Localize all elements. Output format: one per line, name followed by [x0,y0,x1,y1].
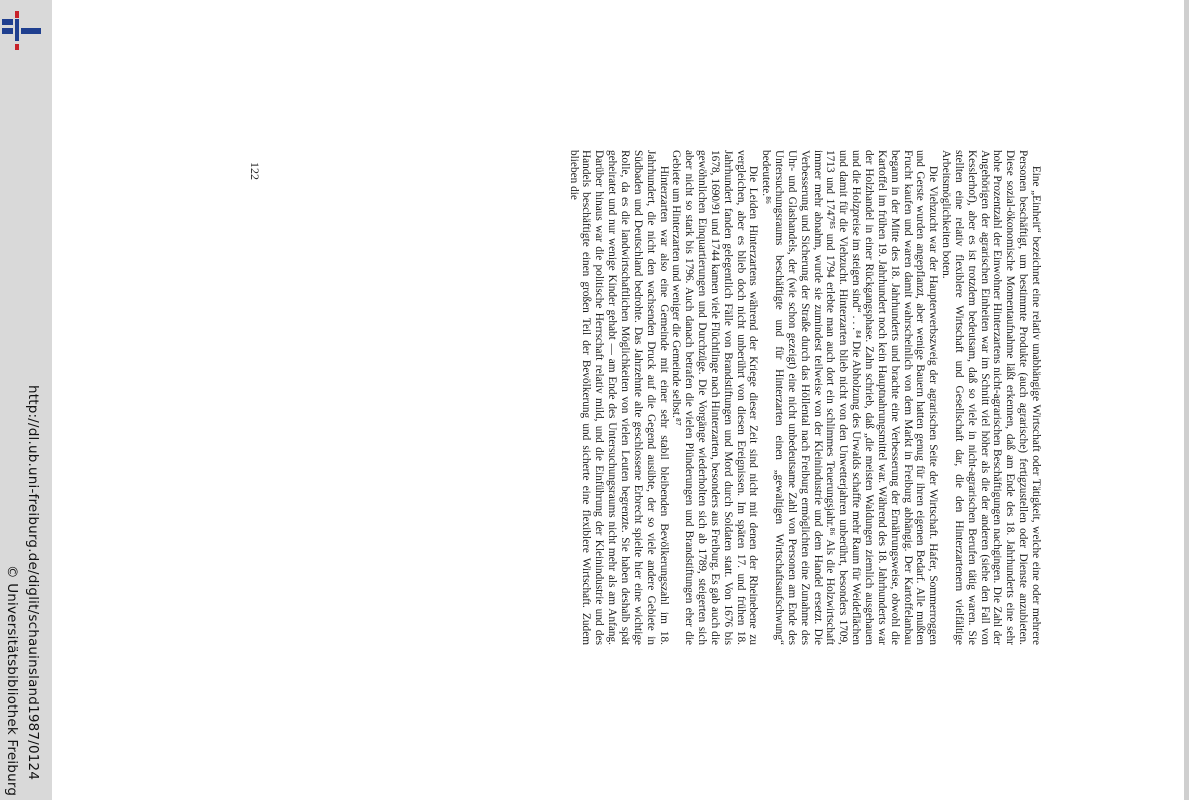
ub-freiburg-logo-icon[interactable] [0,6,46,52]
rotated-text-block [302,150,1042,645]
paragraph: Hinterzarten war also eine Gemeinde mit einer sehr stabil bleibenden Bevölkerungszahl im 18. Jahrhundert, die nicht den wachsenden Druck auf die Gegend ausübte, der so viele andere Gebiete in Südbaden und Deutschland bedrohte. Das Jahrzehnte alte geschlossene Erbrecht spielte hier eine wichtige Rolle, da es die landwirtschaftlichen Möglichkeiten von vielen Leuten begrenzte. Sie haben deshalb spät geheiratet und nur wenige Kinder gehabt — am Ende des Untersuchungsraums nicht mehr als am Anfang. Darüber hinaus war die politische Herrschaft relativ mild, und die Einführung der Kleinindustrie und des Handels beschäftigte einen großen Teil der Bevölkerung und sicherte eine flexiblere Wirtschaft. Zudem blieben die [567,150,670,645]
source-url[interactable]: http://dl.ub.uni-freiburg.de/diglit/schauinsland1987/0124 [25,385,41,781]
paragraph: Die Viehzucht war der Haupterwerbszweig der agrarischen Seite der Wirtschaft. Hafer, Sommerroggen und Gerste wurden angepflanzt, aber wenige Bauern hatten genug für ihren eigenen Bedarf. Alle mußten Frucht kaufen und waren damit wahrscheinlich von dem Markt in Freiburg abhängig. Der Kartoffelanbau begann in der Mitte des 18. Jahrhunderts und brachte eine Verbesserung der Ernährungsweise, obwohl die Kartoffel im frühen 19. Jahrhundert noch kein Hauptnahrungsmittel war. Während des 18. Jahrhunderts war der Holzhandel in einer Rückgangsphase. Zahn schrieb, daß „die meisten Waldungen ziemlich ausgehauen und die Holzpreise im steigen sind“ . . .⁸⁴ Die Abholzung des Urwalds schaffte mehr Raum für Weideflächen und damit für die Viehzucht. Hinterzarten blieb nicht von den Unwetterjahren unberührt, besonders 1709, 1713 und 1747⁸⁵ und 1794 erlebte man auch dort ein schlimmes Teuerungsjahr.⁸⁶ Als die Holzwirtschaft immer mehr abnahm, wurde sie zumindest teilweise von der Kleinindustrie und dem Handel ersetzt. Die Verbesserung und Sicherung der Straße durch das Höllental nach Freiburg ermöglichten eine Zunahme des Uhr- und Glashandels, der (wie schon gezeigt) eine nicht unbedeutsame Zahl von Personen am Ende des Untersuchungsraums beschäftigte und für Hinterzarten einen „gewaltigen Wirtschaftsaufschwung“ bedeutete.⁸⁶ [760,150,940,645]
paragraph: Die Leiden Hinterzartens während der Kriege dieser Zeit sind nicht mit denen der Rheinebene zu vergleichen, aber es blieb doch nicht unberührt von diesen Ereignissen. Im späten 17. und frühen 18. Jahrhundert fanden gelegentlich Fälle von Brandstiftungen und Mord durch Soldaten statt. Von 1676 bis 1678, 1690/91 und 1744 kamen viele Flüchtlinge nach Hinterzarten, besonders aus Freiburg. Es gab auch die gewöhnlichen Einquartierungen und Durchzüge. Die Vorgänge wiederholten sich ab 1789, steigerten sich aber nicht so stark bis 1796. Auch danach betrafen die vielen Plünderungen und Brandstiftungen eher die Gebiete um Hinterzarten und weniger die Gemeinde selbst.⁸⁷ [670,150,760,645]
paragraph: Eine „Einheit“ bezeichnet eine relativ unabhängige Wirtschaft oder Tätigkeit, welche eine oder mehrere Personen beschäftigt, um bestimmte Produkte (auch agrarische) fertigzustellen oder Dienste anzubieten. Diese sozial-ökonomische Momentaufnahme läßt erkennen, daß am Ende des 18. Jahrhunderts eine sehr hohe Prozentzahl der Einwohner Hinterzartens nicht-agrarischen Beschäftigungen nachgingen. Die Zahl der Angehörigen der agrarischen Einheiten war im Schnitt viel höher als die der anderen (siehe den Fall von Kesslerhof), aber es ist trotzdem bedeutsam, daß so viele in nicht-agrarischen Berufen tätig waren. Sie stellten eine relativ flexiblere Wirtschaft und Gesellschaft dar, die den Hinterzartenern vielfältige Arbeitsmöglichkeiten boten. [940,150,1042,645]
document-page [52,0,1184,800]
page-number: 122 [248,162,262,180]
copyright-notice: © Universitätsbibliothek Freiburg [4,565,20,797]
scrollbar-edge[interactable] [1184,0,1189,800]
viewer-sidebar [0,0,52,800]
